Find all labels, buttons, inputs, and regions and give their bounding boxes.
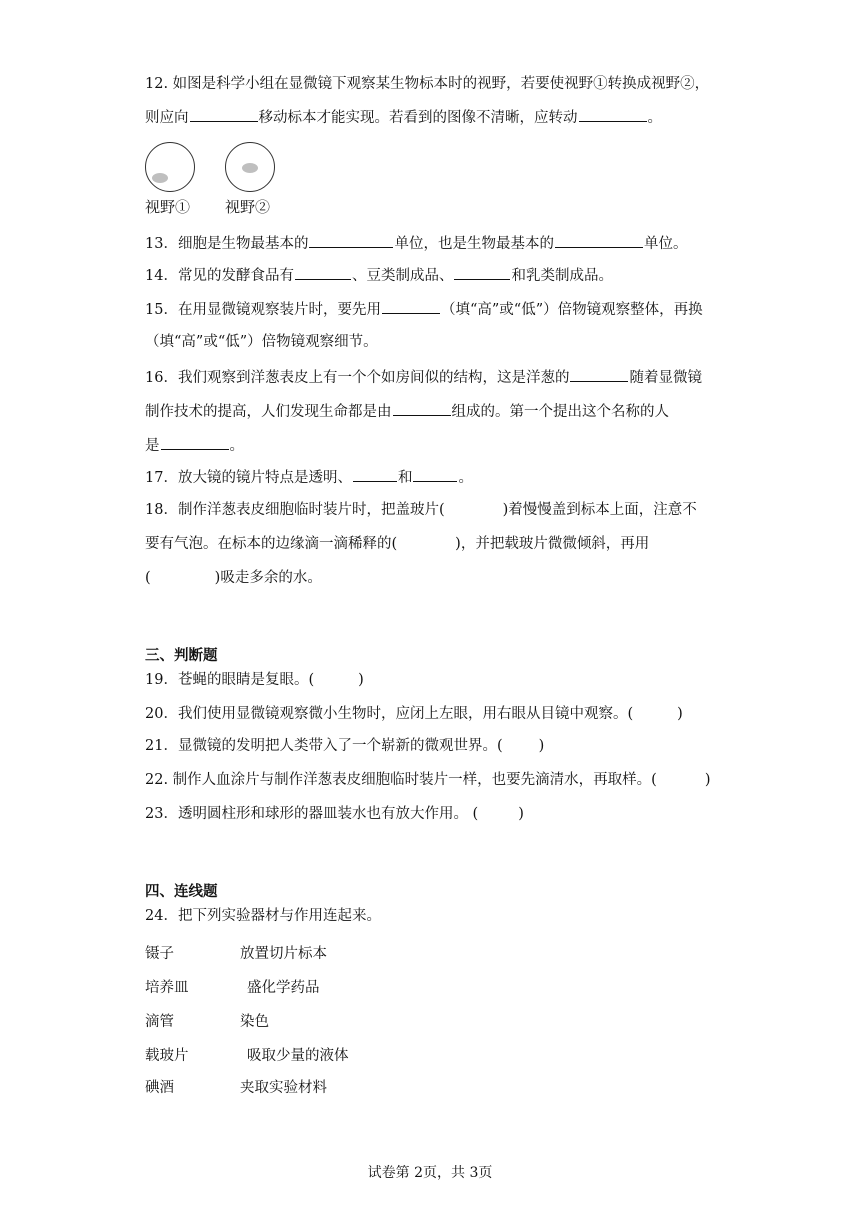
q13-blank-2[interactable] (555, 232, 643, 248)
q22 (145, 770, 711, 790)
match-right-item[interactable]: 吸取少量的液体 (247, 1048, 349, 1064)
q16-text-c: 制作技术的提高，人们发现生命都是由 (145, 404, 392, 420)
q13-text-b: 单位，也是生物最基本的 (394, 236, 554, 252)
q18-text-d: )，并把载玻片微微倾斜，再用 (455, 536, 650, 552)
q14-text-b: 、豆类制成品、 (351, 268, 454, 284)
q13 (145, 232, 687, 254)
page-footer: 试卷第 2页，共 3页 (367, 1165, 493, 1181)
q17-text-a: 17．放大镜的镜片特点是透明、 (145, 470, 352, 486)
q12-blank-2[interactable] (579, 106, 647, 122)
q18-text-f: )吸走多余的水。 (214, 570, 322, 586)
q14-blank-1[interactable] (295, 264, 351, 280)
q15-line1 (145, 298, 703, 320)
q17-text-c: 。 (458, 470, 473, 486)
q16-line2 (145, 400, 669, 422)
q21 (145, 736, 544, 756)
q13-text-c: 单位。 (643, 236, 688, 252)
q20-close: ) (677, 706, 683, 722)
q15-text-a: 15．在用显微镜观察装片时，要先用 (145, 302, 381, 318)
q16-text-f: 。 (229, 438, 244, 454)
q18-line3 (145, 568, 322, 588)
q12-line2 (145, 106, 662, 128)
q18-line2 (145, 534, 649, 554)
q15-line2: （填“高”或“低”）倍物镜观察细节。 (145, 334, 378, 350)
q18-line1 (145, 500, 697, 520)
match-right-item[interactable]: 染色 (240, 1014, 269, 1030)
q22-text: 22. 制作人血涂片与制作洋葱表皮细胞临时装片一样，也要先滴清水，再取样。( (145, 772, 657, 788)
specimen-spot-1 (152, 173, 168, 183)
q22-close: ) (704, 772, 711, 788)
q16-blank-3[interactable] (161, 434, 229, 450)
q12-line1: 12. 如图是科学小组在显微镜下观察某生物标本时的视野，若要使视野①转换成视野②， (145, 76, 710, 92)
q12-text-b: 移动标本才能实现。若看到的图像不清晰，应转动 (258, 110, 578, 126)
caption-view-1: 视野① (145, 198, 191, 216)
field-of-view-2 (225, 142, 275, 192)
q17 (145, 466, 473, 488)
q23-text: 23．透明圆柱形和球形的器皿装水也有放大作用。 ( (145, 806, 479, 822)
match-left-item[interactable]: 碘酒 (145, 1080, 174, 1096)
match-left-item[interactable]: 培养皿 (145, 980, 189, 996)
q21-text: 21．显微镜的发明把人类带入了一个崭新的微观世界。( (145, 738, 503, 754)
q14 (145, 264, 613, 286)
match-right-item[interactable]: 盛化学药品 (247, 980, 320, 996)
q16-line3 (145, 434, 244, 456)
q18-text-e: ( (145, 570, 151, 586)
q16-blank-1[interactable] (570, 366, 628, 382)
section3-title: 三、判断题 (145, 648, 218, 664)
q17-blank-1[interactable] (353, 466, 397, 482)
q17-blank-2[interactable] (413, 466, 457, 482)
q15-text-b: （填“高”或“低”）倍物镜观察整体，再换 (440, 302, 703, 318)
q14-text-c: 和乳类制成品。 (511, 268, 613, 284)
match-right-item[interactable]: 放置切片标本 (240, 946, 327, 962)
q24-prompt: 24．把下列实验器材与作用连起来。 (145, 908, 381, 924)
q18-text-a: 18．制作洋葱表皮细胞临时装片时，把盖玻片( (145, 502, 445, 518)
q20 (145, 704, 683, 724)
q18-text-b: )着慢慢盖到标本上面，注意不 (502, 502, 697, 518)
match-left-item[interactable]: 滴管 (145, 1014, 174, 1030)
q16-text-b: 随着显微镜 (629, 370, 702, 386)
q18-text-c: 要有气泡。在标本的边缘滴一滴稀释的( (145, 536, 398, 552)
q23 (145, 804, 524, 824)
q15-blank-1[interactable] (382, 298, 440, 314)
q12-blank-1[interactable] (190, 106, 258, 122)
q19-text: 19．苍蝇的眼睛是复眼。( (145, 672, 315, 688)
match-left-item[interactable]: 镊子 (145, 946, 174, 962)
match-right-item[interactable]: 夹取实验材料 (240, 1080, 327, 1096)
q13-blank-1[interactable] (309, 232, 393, 248)
q16-text-e: 是 (145, 438, 160, 454)
section4-title: 四、连线题 (145, 884, 218, 900)
q17-text-b: 和 (397, 470, 413, 486)
q16-text-d: 组成的。第一个提出这个名称的人 (451, 404, 669, 420)
q12-text-c: 。 (647, 110, 662, 126)
q19 (145, 670, 364, 690)
q14-blank-2[interactable] (454, 264, 510, 280)
q16-text-a: 16．我们观察到洋葱表皮上有一个个如房间似的结构，这是洋葱的 (145, 370, 570, 386)
q12-text-a: 则应向 (145, 110, 189, 126)
q16-line1 (145, 366, 702, 388)
q21-close: ) (538, 738, 545, 754)
q13-text-a: 13．细胞是生物最基本的 (145, 236, 309, 252)
caption-view-2: 视野② (225, 198, 271, 216)
field-of-view-1 (145, 142, 195, 192)
q20-text: 20．我们使用显微镜观察微小生物时，应闭上左眼，用右眼从目镜中观察。( (145, 706, 634, 722)
match-left-item[interactable]: 载玻片 (145, 1048, 189, 1064)
q14-text-a: 14．常见的发酵食品有 (145, 268, 294, 284)
q23-close: ) (518, 806, 524, 822)
specimen-spot-2 (242, 163, 258, 173)
q19-close: ) (358, 672, 364, 688)
q16-blank-2[interactable] (393, 400, 451, 416)
